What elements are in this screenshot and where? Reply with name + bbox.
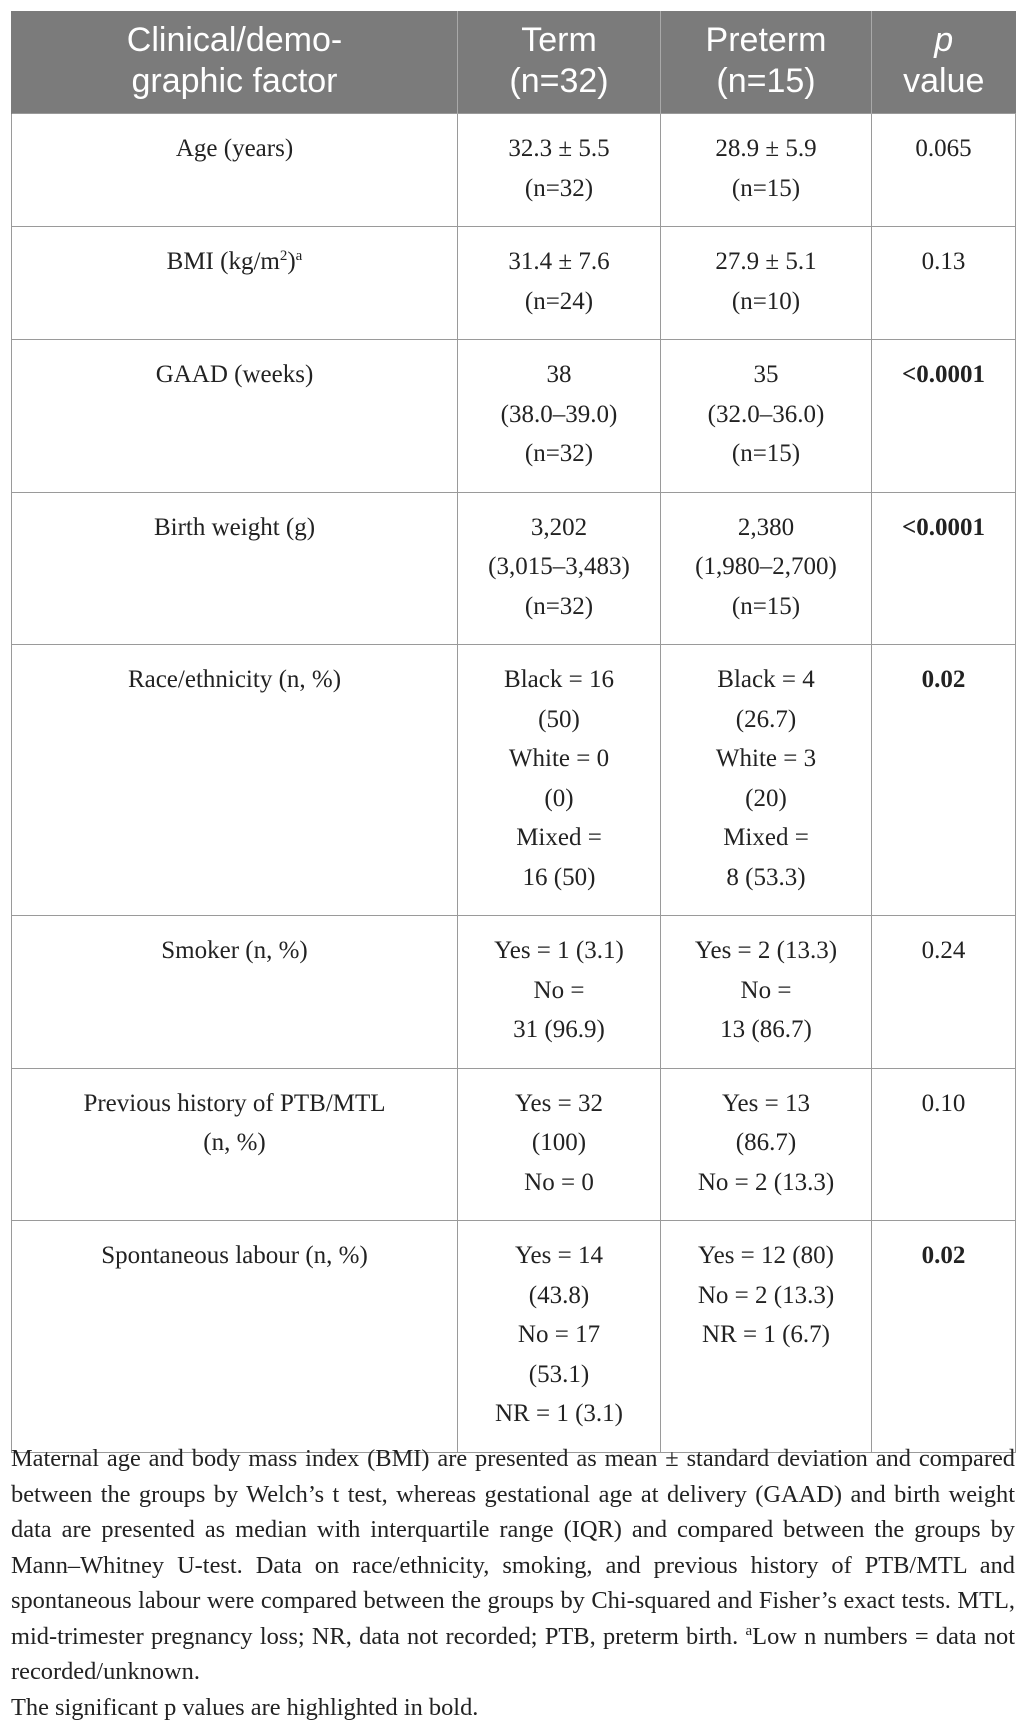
cell-line: (38.0–39.0) — [500, 400, 618, 428]
cell-line: No = 0 — [524, 1168, 594, 1196]
cell-line: (43.8) — [528, 1281, 590, 1309]
factor-cell — [12, 340, 458, 493]
cell-line: Spontaneous labour (n, %) — [101, 1242, 368, 1269]
term-cell — [458, 1221, 661, 1453]
preterm-cell — [661, 340, 872, 493]
factor-cell — [12, 114, 458, 227]
cell-line: No = 2 (13.3) — [697, 1281, 835, 1309]
cell-line: (53.1) — [528, 1360, 590, 1388]
header-p-rest: value — [903, 62, 985, 100]
cell-line: 13 (86.7) — [720, 1016, 812, 1043]
cell-line: (86.7) — [735, 1129, 797, 1156]
cell-line: (20) — [745, 784, 787, 812]
header-preterm-line: (n=15) — [716, 62, 816, 100]
cell-line: Yes = 32 — [515, 1089, 603, 1117]
footnote-marker-a: a — [295, 248, 303, 264]
table-row — [12, 1221, 1016, 1453]
table-row — [12, 227, 1016, 340]
cell-line: (n=32) — [524, 440, 594, 467]
table-body — [12, 114, 1016, 1453]
factor-cell — [12, 227, 458, 340]
header-factor-line: Clinical/demo- — [126, 21, 343, 59]
p-value-cell: 0.10 — [872, 1068, 1016, 1221]
preterm-cell — [661, 114, 872, 227]
cell-line: 2,380 — [737, 513, 795, 541]
cell-line: (n=15) — [731, 174, 801, 202]
cell-line: (n=15) — [731, 592, 801, 620]
cell-line: (n, %) — [203, 1129, 266, 1156]
cell-line: No = — [533, 976, 585, 1004]
header-term — [458, 11, 661, 114]
footnote-marker-a: a — [745, 1622, 753, 1639]
cell-line: 8 (53.3) — [726, 863, 806, 891]
preterm-cell — [661, 1068, 872, 1221]
cell-line: White = 0 — [508, 745, 610, 772]
factor-text: BMI (kg/m — [166, 248, 280, 275]
term-cell — [458, 916, 661, 1069]
cell-line: (n=32) — [524, 592, 594, 620]
cell-line: 31 (96.9) — [513, 1016, 605, 1043]
cell-line: 35 — [753, 361, 779, 388]
cell-line: No = — [740, 976, 792, 1004]
cell-line: No = 17 — [517, 1321, 601, 1348]
cell-line: Yes = 12 (80) — [698, 1242, 834, 1269]
cell-line: (3,015–3,483) — [488, 553, 630, 580]
cell-line: (n=24) — [524, 287, 594, 315]
cell-line: NR = 1 (3.1) — [495, 1400, 623, 1427]
cell-line: White = 3 — [715, 745, 817, 772]
p-value-cell: 0.02 — [872, 645, 1016, 916]
header-factor — [12, 11, 458, 114]
cell-line: (26.7) — [735, 705, 797, 733]
cell-line: 27.9 ± 5.1 — [715, 248, 817, 275]
cell-line: (32.0–36.0) — [707, 400, 825, 428]
header-p-value — [872, 11, 1016, 114]
table-footnotes — [11, 1441, 1015, 1725]
superscript-2: 2 — [279, 248, 288, 264]
factor-cell — [12, 492, 458, 645]
header-factor-line: graphic factor — [131, 62, 338, 100]
term-cell — [458, 340, 661, 493]
cell-line: 3,202 — [530, 513, 588, 541]
cell-line: 38 — [546, 361, 572, 388]
footnote-significance: The significant p values are highlighted in bold. — [11, 1693, 479, 1721]
preterm-cell — [661, 227, 872, 340]
factor-cell — [12, 1068, 458, 1221]
p-value-cell: <0.0001 — [872, 340, 1016, 493]
cell-line: GAAD (weeks) — [155, 361, 314, 388]
cell-line: Yes = 2 (13.3) — [694, 937, 838, 964]
footnote-text: Maternal age and body mass index (BMI) are presented as mean ± standard deviation and compared between the groups by Welch’s t test, whereas gestational age at delivery (GAAD) and birth weight data are presented as median with interquartile range (IQR) and compared between the groups by Mann–Whitney U-test. Data on race/ethnicity, smoking, and previous history of PTB/MTL and spontaneous labour were compared between the groups by Chi-squared and Fisher’s exact tests. MTL, mid-trimester pregnancy loss; NR, data not recorded; PTB, preterm birth. — [11, 1445, 1015, 1650]
factor-cell — [12, 645, 458, 916]
header-preterm — [661, 11, 872, 114]
footnote-text-after: Low n numbers = data not recorded/unknown. — [11, 1622, 1015, 1685]
cell-line: NR = 1 (6.7) — [702, 1321, 830, 1348]
cell-line: Yes = 14 — [515, 1242, 603, 1269]
cell-line: 31.4 ± 7.6 — [508, 248, 610, 275]
table-header — [12, 11, 1016, 114]
term-cell — [458, 1068, 661, 1221]
term-cell — [458, 492, 661, 645]
cell-line: (50) — [538, 705, 580, 733]
p-value-cell: 0.065 — [872, 114, 1016, 227]
preterm-cell — [661, 492, 872, 645]
cell-line: 16 (50) — [522, 863, 596, 891]
cell-line: Smoker (n, %) — [161, 937, 308, 964]
cell-line: Mixed = — [723, 824, 809, 851]
term-cell — [458, 645, 661, 916]
header-row — [12, 11, 1016, 114]
p-value-cell: 0.24 — [872, 916, 1016, 1069]
cell-line: Mixed = — [516, 824, 602, 851]
cell-line: Yes = 1 (3.1) — [494, 937, 624, 964]
header-preterm-line: Preterm — [705, 21, 827, 59]
cell-line: (0) — [544, 784, 574, 812]
cell-line: Previous history of PTB/MTL — [83, 1089, 386, 1117]
cell-line: (n=10) — [731, 287, 801, 315]
characteristics-table — [11, 11, 1016, 1453]
cell-line: (n=15) — [731, 440, 801, 467]
header-term-line: (n=32) — [509, 62, 609, 100]
cell-line: (1,980–2,700) — [695, 553, 837, 580]
preterm-cell — [661, 1221, 872, 1453]
cell-line: Yes = 13 — [722, 1089, 810, 1117]
factor-text-close: ) — [287, 248, 296, 275]
preterm-cell — [661, 645, 872, 916]
header-term-line: Term — [521, 21, 597, 59]
table-row — [12, 645, 1016, 916]
cell-line: 28.9 ± 5.9 — [715, 135, 817, 162]
characteristics-table-container — [11, 11, 1015, 1453]
term-cell — [458, 227, 661, 340]
cell-line: (100) — [531, 1129, 587, 1156]
table-row — [12, 340, 1016, 493]
term-cell — [458, 114, 661, 227]
preterm-cell — [661, 916, 872, 1069]
cell-line: Black = 16 — [504, 666, 614, 693]
table-row — [12, 114, 1016, 227]
p-value-cell: <0.0001 — [872, 492, 1016, 645]
table-row — [12, 916, 1016, 1069]
cell-line: Race/ethnicity (n, %) — [127, 666, 342, 693]
cell-line: (n=32) — [524, 174, 594, 202]
cell-line: Black = 4 — [717, 666, 815, 693]
cell-line: Birth weight (g) — [153, 513, 316, 541]
factor-cell — [12, 1221, 458, 1453]
cell-line: Age (years) — [175, 135, 294, 162]
factor-cell — [12, 916, 458, 1069]
p-value-cell: 0.02 — [872, 1221, 1016, 1453]
cell-line: 32.3 ± 5.5 — [508, 135, 610, 162]
header-p-italic: p — [934, 21, 954, 59]
p-value-cell: 0.13 — [872, 227, 1016, 340]
table-row — [12, 492, 1016, 645]
footnote-methods — [11, 1441, 1015, 1690]
cell-line: No = 2 (13.3) — [697, 1168, 835, 1196]
table-row — [12, 1068, 1016, 1221]
